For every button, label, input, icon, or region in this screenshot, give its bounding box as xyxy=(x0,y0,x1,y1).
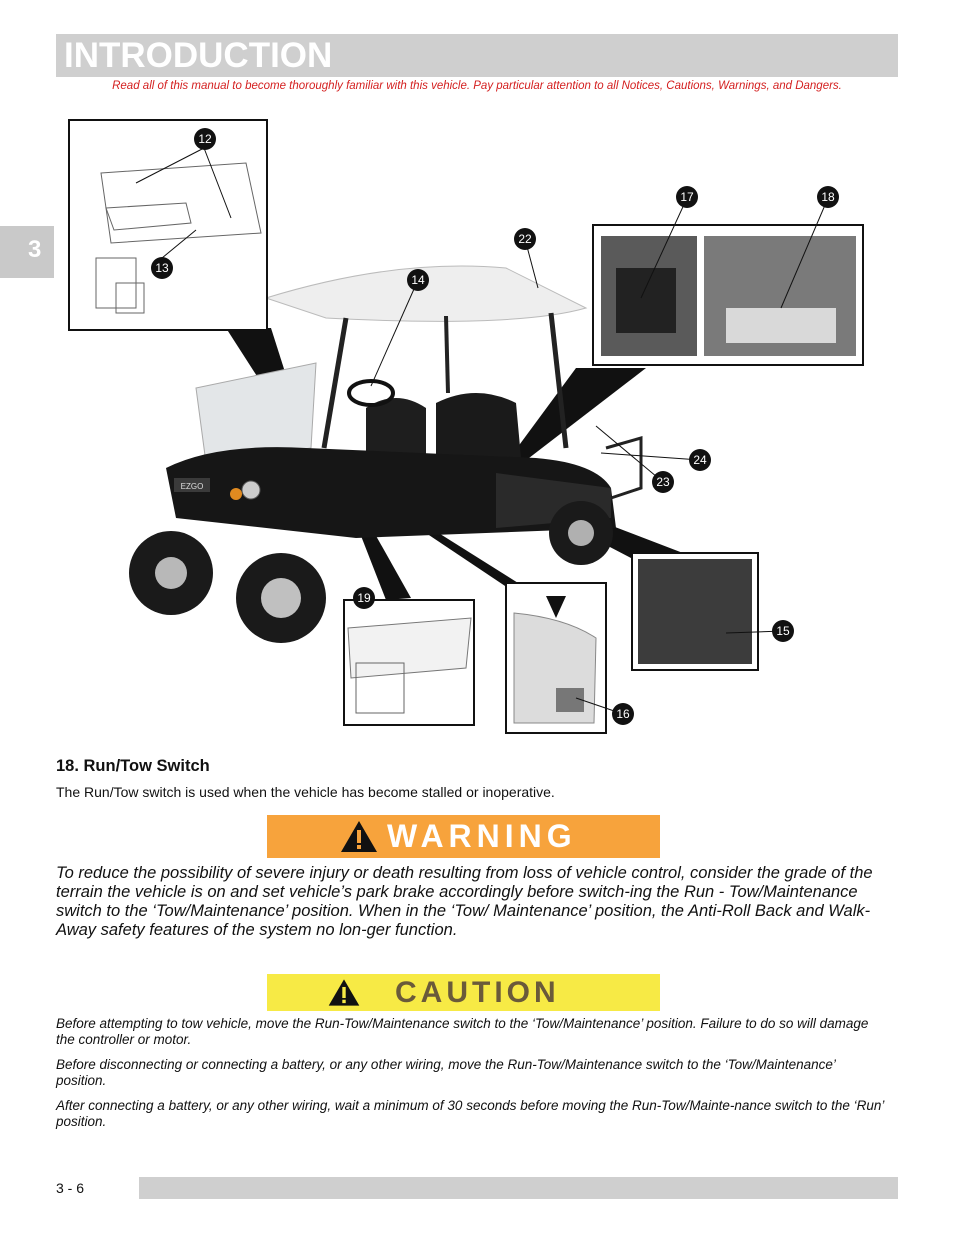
callout-13 xyxy=(151,257,173,279)
wheel-rim xyxy=(261,578,301,618)
cupholder-panel xyxy=(348,618,471,678)
intro-notice: Read all of this manual to become thoroughly familiar with this vehicle. Pay particular attention to all Notices, Cautions, Warnings, and Dangers. xyxy=(112,80,842,92)
vehicle-figure xyxy=(66,118,866,738)
callout-19 xyxy=(353,587,375,609)
callout-line xyxy=(601,453,700,460)
turn-signal xyxy=(230,488,242,500)
caution-item: After connecting a battery, or any other wiring, wait a minimum of 30 seconds before moving the Run-Tow/Mainte-nance switch to the ‘Run’ position. xyxy=(56,1098,884,1129)
wheel-rim xyxy=(568,520,594,546)
callout-16 xyxy=(612,703,634,725)
warning-triangle-icon xyxy=(339,819,379,854)
run-tow-switch xyxy=(556,688,584,712)
callout-17 xyxy=(676,186,698,208)
header-bar xyxy=(56,34,898,77)
svg-text:13: 13 xyxy=(155,261,169,275)
warning-label: WARNING xyxy=(387,818,577,854)
battery-label xyxy=(726,308,836,343)
wheel-rim xyxy=(155,557,187,589)
callout-15 xyxy=(772,620,794,642)
chapter-tab[interactable] xyxy=(0,226,54,278)
caution-banner xyxy=(267,974,660,1011)
footer-bar xyxy=(139,1177,898,1199)
page-number: 3 - 6 xyxy=(56,1180,85,1196)
rear-seat xyxy=(436,393,521,463)
callout-18 xyxy=(817,186,839,208)
caution-triangle-icon xyxy=(327,977,361,1008)
svg-text:14: 14 xyxy=(411,273,425,287)
headlight xyxy=(242,481,260,499)
callout-22 xyxy=(514,228,536,250)
caution-label: CAUTION xyxy=(395,976,560,1009)
caution-item: Before attempting to tow vehicle, move the Run-Tow/Maintenance switch to the ‘Tow/Maintenance’ position. Failure to do so will damage the controller or motor. xyxy=(56,1016,869,1047)
svg-text:24: 24 xyxy=(693,453,707,467)
svg-text:15: 15 xyxy=(776,624,790,638)
steering-wheel xyxy=(349,381,393,405)
roof-strut xyxy=(446,316,448,393)
wiring-photo xyxy=(638,559,752,664)
callout-14 xyxy=(407,269,429,291)
battery-pack xyxy=(616,268,676,333)
chapter-number: 3 xyxy=(28,236,42,263)
vehicle-diagram xyxy=(66,118,866,738)
caution-item: Before disconnecting or connecting a battery, or any other wiring, move the Run-Tow/Maintenance switch to the ‘Tow/Maintenance’ position. xyxy=(56,1057,836,1088)
svg-text:19: 19 xyxy=(357,591,371,605)
brand-mark: EZGO xyxy=(180,482,204,491)
rear-seat-frame xyxy=(606,438,641,498)
roof-strut xyxy=(324,318,346,448)
svg-text:23: 23 xyxy=(656,475,670,489)
warning-banner xyxy=(267,815,660,858)
svg-text:12: 12 xyxy=(198,132,212,146)
callout-12 xyxy=(194,128,216,150)
svg-text:17: 17 xyxy=(680,190,694,204)
warning-text: To reduce the possibility of severe injury or death resulting from loss of vehicle control, consider the grade of the terrain the vehicle is on and set vehicle’s park brake accordingly before switch-ing the Run - Tow/Maintenance switch to the ‘Tow/Maintenance’ position. When in the ‘Tow/ Maintenance’ position, the Anti-Roll Back and Walk-Away safety features of the system no lon-ger function. xyxy=(56,864,873,939)
section-heading: 18. Run/Tow Switch xyxy=(56,757,210,775)
callout-23 xyxy=(652,471,674,493)
page-title: INTRODUCTION xyxy=(64,36,333,75)
section-body: The Run/Tow switch is used when the vehicle has become stalled or inoperative. xyxy=(56,784,555,800)
svg-text:22: 22 xyxy=(518,232,532,246)
callout-line xyxy=(596,426,663,482)
svg-text:18: 18 xyxy=(821,190,835,204)
leader-wedge-battery xyxy=(506,368,646,468)
callout-24 xyxy=(689,449,711,471)
svg-text:16: 16 xyxy=(616,707,630,721)
